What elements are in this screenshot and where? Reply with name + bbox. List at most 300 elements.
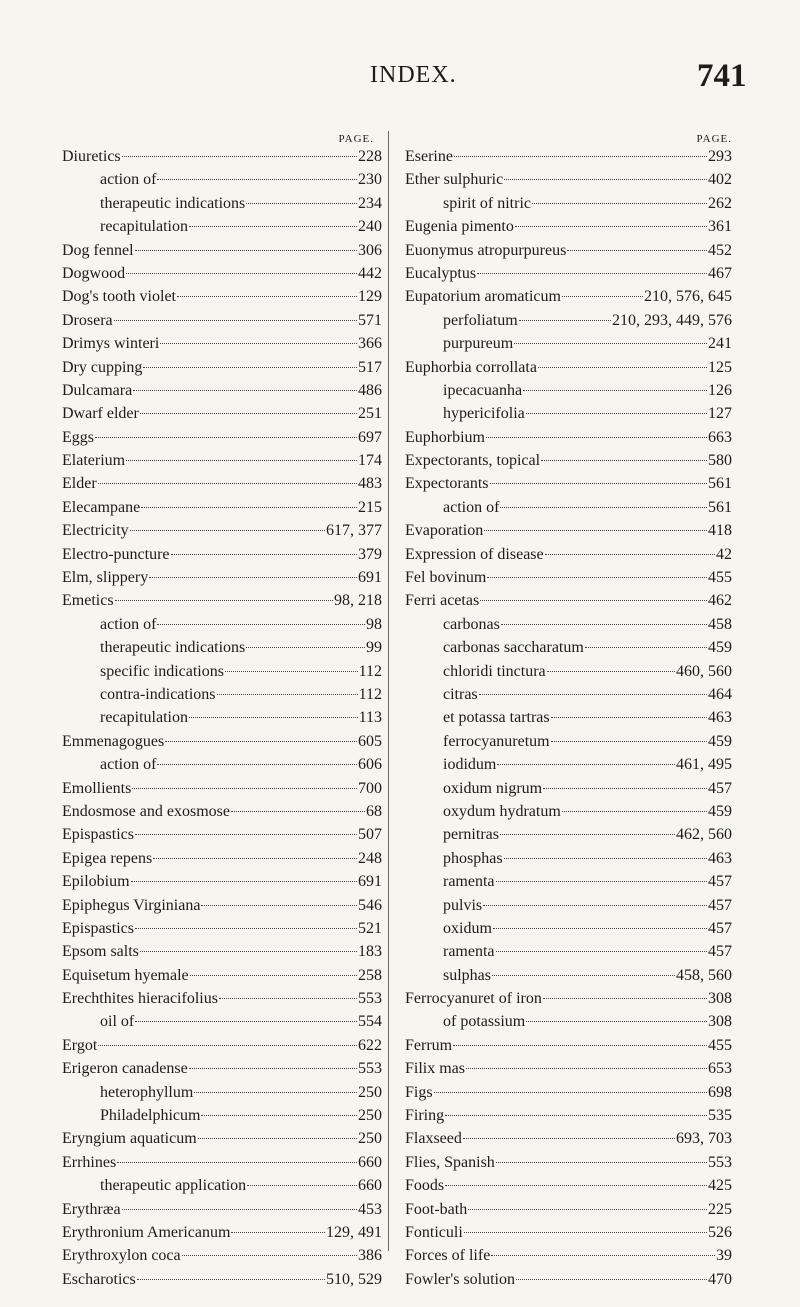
index-entry [62,472,382,495]
entry-page-ref: 215 [358,498,382,516]
dot-leader [516,1279,707,1280]
entry-page-ref: 486 [358,381,382,399]
entry-term: ramenta [443,873,495,891]
index-entry [405,192,732,215]
entry-term: Eserine [405,148,453,165]
index-entry [405,1268,732,1291]
entry-term: oxidum nigrum [443,779,543,797]
entry-term: spirit of nitric [443,194,531,212]
dot-leader [486,437,707,438]
index-entry [405,1057,732,1080]
index-entry [405,262,732,285]
index-entry [62,660,382,683]
entry-page-ref: 210, 576, 645 [644,288,732,306]
index-entry [62,566,382,589]
entry-term: Errhines [62,1153,117,1171]
dot-leader [547,671,675,672]
dot-leader [532,203,707,204]
entry-term: Filix mas [405,1060,466,1078]
dot-leader [543,998,707,999]
dot-leader [131,881,357,882]
dot-leader [115,600,333,601]
entry-term: Erythronium Americanum [62,1223,231,1241]
entry-term: Elm, slippery [62,569,149,587]
entry-term: Euphorbia corrollata [405,358,537,376]
dot-leader [140,951,357,952]
entry-term: Epispastics [62,826,134,844]
entry-term: Dry cupping [62,358,143,376]
entry-term: pernitras [443,826,499,844]
index-entry [62,683,382,706]
entry-term: Ergot [62,1036,98,1054]
dot-leader [135,1021,357,1022]
dot-leader [122,156,357,157]
index-entry [405,239,732,262]
index-entry [405,987,732,1010]
entry-page-ref: 467 [708,264,732,282]
dot-leader [141,507,357,508]
entry-page-ref: 112 [358,685,382,703]
index-entry [62,356,382,379]
entry-page-ref: 126 [708,381,732,399]
dot-leader [157,624,365,625]
entry-page-ref: 442 [358,264,382,282]
index-column-right [405,133,732,1291]
dot-leader [246,647,365,648]
entry-term: Epilobium [62,873,130,891]
dot-leader [484,530,707,531]
entry-page-ref: 248 [358,849,382,867]
entry-page-ref: 517 [358,358,382,376]
index-entry [405,309,732,332]
index-entry [405,1221,732,1244]
page-column-label: PAGE. [696,133,732,145]
page-title: INDEX. [370,62,457,88]
index-entry [405,1034,732,1057]
dot-leader [231,1232,325,1233]
dot-leader [189,226,357,227]
dot-leader [496,1162,707,1163]
index-entry [62,987,382,1010]
entry-term: Philadelphicum [100,1107,201,1125]
entry-term: Dogwood [62,264,126,282]
entry-page-ref: 183 [358,943,382,961]
index-entry [62,192,382,215]
entry-term: Emollients [62,779,132,797]
entry-page-ref: 554 [358,1013,382,1031]
dot-leader [126,460,357,461]
entry-term: Euphorbium [405,428,485,446]
entry-term: Eugenia pimento [405,218,514,236]
entry-page-ref: 622 [358,1036,382,1054]
dot-leader [247,1185,357,1186]
entry-page-ref: 605 [358,732,382,750]
entry-page-ref: 507 [358,826,382,844]
entry-page-ref: 98 [366,615,382,633]
entry-term: contra-indications [100,685,216,703]
dot-leader [201,1115,357,1116]
index-entry [405,800,732,823]
entry-term: action of [100,171,157,189]
entry-term: purpureum [443,335,514,353]
index-entry [405,145,732,168]
index-entry [405,730,732,753]
dot-leader [526,413,707,414]
index-entry [405,777,732,800]
entry-term: chloridi tinctura [443,662,546,680]
entry-term: action of [100,615,157,633]
entry-page-ref: 606 [358,756,382,774]
index-entry [405,1127,732,1150]
entry-term: Electro-puncture [62,545,170,563]
entry-term: Figs [405,1083,433,1101]
dot-leader [493,928,707,929]
index-entry [405,613,732,636]
index-entry [62,589,382,612]
entry-page-ref: 250 [358,1107,382,1125]
entry-term: Erigeron canadense [62,1060,188,1078]
dot-leader [497,764,675,765]
index-entry [62,940,382,963]
dot-leader [567,250,707,251]
entry-term: recapitulation [100,218,188,236]
index-entry [62,894,382,917]
dot-leader [132,788,357,789]
index-entry [62,332,382,355]
dot-leader [198,1138,357,1139]
index-entry [405,636,732,659]
entry-page-ref: 463 [708,709,732,727]
dot-leader [190,975,357,976]
entry-page-ref: 700 [358,779,382,797]
dot-leader [133,390,357,391]
dot-leader [194,1092,357,1093]
entry-term: Erythræa [62,1200,121,1218]
dot-leader [492,975,675,976]
entry-term: Ferri acetas [405,592,480,610]
index-entry [405,1081,732,1104]
entry-page-ref: 571 [358,311,382,329]
entry-term: Evaporation [405,522,484,540]
entry-term: Eggs [62,428,94,446]
entry-term: Ferrum [405,1036,453,1054]
entry-term: Elecampane [62,498,141,516]
page-number: 741 [697,58,747,94]
entry-page-ref: 258 [358,966,382,984]
index-entry [405,683,732,706]
index-entry [405,379,732,402]
entry-term: Dog's tooth violet [62,288,176,306]
index-entry [62,168,382,191]
entry-page-ref: 553 [358,1060,382,1078]
entry-term: Escharotics [62,1270,136,1288]
index-entry [62,1151,382,1174]
entry-term: et potassa tartras [443,709,550,727]
entry-page-ref: 234 [358,194,382,212]
dot-leader [464,1232,707,1233]
entry-page-ref: 425 [708,1177,732,1195]
index-entry [62,870,382,893]
entry-term: Ether sulphuric [405,171,504,189]
entry-page-ref: 361 [708,218,732,236]
entry-page-ref: 462, 560 [676,826,732,844]
entry-page-ref: 39 [716,1247,732,1265]
index-entry [62,823,382,846]
entry-term: Expectorants, topical [405,452,541,470]
dot-leader [454,156,707,157]
column-divider [388,131,389,1251]
entry-page-ref: 580 [708,452,732,470]
entry-page-ref: 455 [708,569,732,587]
entry-page-ref: 293 [708,148,732,165]
entry-term: recapitulation [100,709,188,727]
entry-term: Expression of disease [405,545,544,563]
dot-leader [487,577,707,578]
dot-leader [463,1138,675,1139]
entry-term: of potassium [443,1013,526,1031]
entry-page-ref: 461, 495 [676,756,732,774]
dot-leader [501,624,707,625]
index-entry [405,940,732,963]
dot-leader [519,320,611,321]
entry-page-ref: 460, 560 [676,662,732,680]
entry-term: specific indications [100,662,224,680]
index-entry [405,168,732,191]
entry-term: Dulcamara [62,381,133,399]
dot-leader [491,1255,715,1256]
dot-leader [434,1092,707,1093]
dot-leader [490,483,707,484]
index-entry [62,636,382,659]
dot-leader [551,741,707,742]
entry-term: Epispastics [62,919,134,937]
dot-leader [562,811,707,812]
entry-term: Expectorants [405,475,489,493]
dot-leader [500,834,675,835]
entry-term: carbonas [443,615,500,633]
entry-term: Dog fennel [62,241,134,259]
dot-leader [496,881,707,882]
entry-term: Drimys winteri [62,335,160,353]
entry-page-ref: 228 [358,148,382,165]
entry-term: Elder [62,475,97,493]
index-column-left [62,133,382,1291]
index-entry [405,870,732,893]
index-entry [405,1174,732,1197]
entry-page-ref: 553 [708,1153,732,1171]
index-entry [405,964,732,987]
index-entry [62,215,382,238]
index-entry [62,496,382,519]
entry-page-ref: 455 [708,1036,732,1054]
entry-term: Erythroxylon coca [62,1247,181,1265]
dot-leader [177,296,357,297]
entry-page-ref: 308 [708,1013,732,1031]
entry-page-ref: 457 [708,919,732,937]
entry-page-ref: 463 [708,849,732,867]
entry-page-ref: 306 [358,241,382,259]
index-entry [62,1127,382,1150]
entry-page-ref: 698 [708,1083,732,1101]
entry-page-ref: 470 [708,1270,732,1288]
entry-term: Dwarf elder [62,405,139,423]
dot-leader [135,250,357,251]
page-column-label: PAGE. [338,133,374,145]
entry-page-ref: 308 [708,990,732,1008]
entry-page-ref: 546 [358,896,382,914]
index-entry [62,379,382,402]
index-entry [405,332,732,355]
index-entry [62,239,382,262]
dot-leader [477,273,707,274]
index-entry [62,1221,382,1244]
index-entry [62,145,382,168]
dot-leader [504,858,707,859]
dot-leader [500,507,707,508]
dot-leader [551,717,707,718]
entry-page-ref: 99 [366,639,382,657]
index-entry [62,917,382,940]
entry-page-ref: 457 [708,943,732,961]
index-entry [62,847,382,870]
dot-leader [543,788,707,789]
entry-term: ipecacuanha [443,381,523,399]
dot-leader [515,226,707,227]
entry-term: oxidum [443,919,492,937]
index-entry [62,800,382,823]
index-entry [405,753,732,776]
entry-page-ref: 174 [358,452,382,470]
index-entry [405,449,732,472]
index-entry [62,1010,382,1033]
index-entry [405,472,732,495]
entry-page-ref: 379 [358,545,382,563]
dot-leader [479,694,707,695]
index-entry [405,1244,732,1267]
entry-page-ref: 660 [358,1177,382,1195]
entry-term: Elaterium [62,452,126,470]
dot-leader [114,320,357,321]
dot-leader [153,858,357,859]
dot-leader [135,834,357,835]
entry-page-ref: 68 [366,802,382,820]
entry-page-ref: 125 [708,358,732,376]
entry-page-ref: 241 [708,335,732,353]
entry-page-ref: 660 [358,1153,382,1171]
index-entry [62,402,382,425]
index-entry [405,426,732,449]
dot-leader [182,1255,357,1256]
entry-page-ref: 251 [358,405,382,423]
dot-leader [541,460,707,461]
entry-term: Eryngium aquaticum [62,1130,197,1148]
index-entry [62,1104,382,1127]
index-entry [62,262,382,285]
index-entry [62,1198,382,1221]
dot-leader [468,1209,707,1210]
entry-term: Foods [405,1177,445,1195]
dot-leader [496,951,707,952]
index-entry [405,215,732,238]
dot-leader [538,367,707,368]
dot-leader [149,577,357,578]
entry-term: Emmenagogues [62,732,165,750]
entry-page-ref: 98, 218 [334,592,382,610]
dot-leader [523,390,707,391]
entry-page-ref: 457 [708,896,732,914]
entry-page-ref: 240 [358,218,382,236]
entry-term: action of [443,498,500,516]
entry-page-ref: 129 [358,288,382,306]
dot-leader [526,1021,707,1022]
entry-page-ref: 691 [358,569,382,587]
entry-term: ferrocyanuretum [443,732,550,750]
entry-term: iodidum [443,756,497,774]
dot-leader [189,717,358,718]
index-entry [62,706,382,729]
dot-leader [130,530,325,531]
index-list-right [405,145,732,1291]
entry-page-ref: 113 [358,709,382,727]
dot-leader [480,600,707,601]
dot-leader [217,694,358,695]
entry-page-ref: 458, 560 [676,966,732,984]
dot-leader [231,811,365,812]
dot-leader [171,554,358,555]
dot-leader [483,905,707,906]
entry-page-ref: 526 [708,1223,732,1241]
index-entry [405,847,732,870]
dot-leader [562,296,643,297]
dot-leader [504,179,707,180]
entry-page-ref: 459 [708,732,732,750]
dot-leader [117,1162,357,1163]
dot-leader [201,905,357,906]
dot-leader [445,1185,707,1186]
index-entry [62,449,382,472]
dot-leader [246,203,357,204]
dot-leader [143,367,357,368]
entry-page-ref: 617, 377 [326,522,382,540]
entry-page-ref: 535 [708,1107,732,1125]
entry-term: Flaxseed [405,1130,462,1148]
index-entry [405,660,732,683]
index-entry [405,706,732,729]
index-entry [62,1057,382,1080]
entry-term: Emetics [62,592,114,610]
index-entry [62,753,382,776]
page-header [0,60,800,110]
entry-term: Equisetum hyemale [62,966,189,984]
index-entry [405,496,732,519]
entry-page-ref: 225 [708,1200,732,1218]
entry-page-ref: 510, 529 [326,1270,382,1288]
entry-page-ref: 452 [708,241,732,259]
entry-term: Electricity [62,522,129,540]
entry-page-ref: 663 [708,428,732,446]
dot-leader [453,1045,707,1046]
dot-leader [585,647,707,648]
entry-term: oil of [100,1013,135,1031]
dot-leader [95,437,357,438]
index-entry [62,1174,382,1197]
entry-term: Epsom salts [62,943,139,961]
index-entry [405,1010,732,1033]
dot-leader [157,764,357,765]
dot-leader [225,671,358,672]
entry-term: Eucalyptus [405,264,477,282]
index-list-left [62,145,382,1291]
